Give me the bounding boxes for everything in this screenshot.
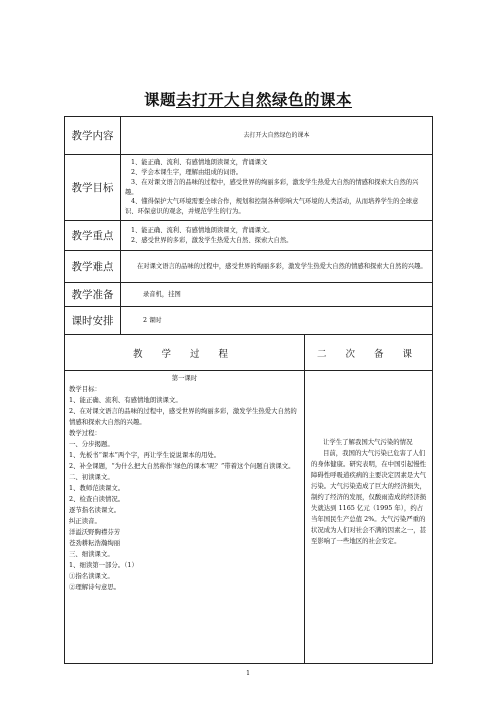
value-prep: 录音机，挂图: [121, 283, 433, 307]
goal-item: 2、学会本课生字，理解由组成的词语。: [131, 169, 243, 176]
process-line: 1、能正确、流利、有感情地朗读课文。: [69, 396, 182, 405]
key-item: 1、能正确、流利、有感情地朗读课文，背诵课文。: [131, 226, 274, 234]
process-line: 洋溢沃野胸襟芬芳: [69, 528, 121, 537]
label-key: 教学重点: [65, 221, 121, 251]
value-schedule: 2 课时: [121, 307, 433, 335]
header-process: 教 学 过 程: [65, 335, 305, 371]
goal-item: 4、懂得保护大气环境需要全球合作，规划和控制各种影响大气环境的人类活动，从而培养学生的全球意识、环保意识的观念，并规范学生的行为。: [125, 198, 419, 215]
row-process-header: [65, 335, 433, 371]
process-line: 教学过程：: [69, 429, 101, 438]
title-main: 去打开大自然绿色的课本: [176, 90, 353, 109]
difficulty-text: 在对课文语言的品味的过程中，感受世界的绚丽多彩，激发学生热爱大自然的情感和探索大自然的兴趣。: [137, 262, 427, 270]
title-prefix: 课题: [143, 90, 176, 109]
process-line: ②理解诗句意思。: [69, 583, 121, 592]
goal-item: 3、在对课文语言的品味的过程中，感受世界的绚丽多彩，激发学生热爱大自然的情感和探索大自然的兴趣。: [125, 178, 419, 196]
notes-line: 目前，我国的大气污染已危害了人们的身体健康。研究表明，在中国引起慢性障碍性呼吸道疾病的主要决定因素是大气污染。大气污染造成了巨大的经济损失，制约了经济的发展，仅酸雨造成的经济损失就达到 1165 亿元（1995 年），约占当年国民生产总值 2%。大气污染严重的状况成为人们对社会不满的因素之一，甚至影响了一些地区的社会安定。: [311, 449, 427, 546]
value-key: [121, 221, 433, 251]
process-content: [65, 371, 305, 664]
lesson-plan-table: [64, 116, 433, 664]
process-line: 一、分步揭题。: [69, 440, 114, 449]
label-prep: 教学准备: [65, 283, 121, 307]
process-line: 第一课时: [171, 374, 198, 382]
process-line: 纠正读音。: [69, 517, 101, 526]
process-line: 1、教师范读课文。: [69, 484, 125, 493]
label-content: 教学内容: [65, 117, 121, 155]
row-difficulty: [65, 251, 433, 283]
row-goals: [65, 155, 433, 221]
page-number: 1: [246, 670, 250, 677]
notes-line: 让学生了解我国大气污染的情况: [323, 438, 413, 446]
process-line: 2、补全课题，“为什么把大自然称作‘绿色的课本’呢？”带着这个问题自读课文。: [69, 462, 295, 471]
page-title: [0, 88, 496, 110]
process-line: 三、细读课文。: [69, 550, 114, 559]
header-second-prep: 二 次 备 课: [305, 335, 433, 371]
label-difficulty: 教学难点: [65, 251, 121, 283]
row-schedule: [65, 307, 433, 335]
process-line: 逐节指名读课文。: [69, 506, 121, 515]
process-line: ①指名读课文。: [69, 572, 114, 581]
second-prep-notes: [305, 371, 433, 664]
process-line: 2、检查自读情况。: [69, 495, 125, 504]
process-line: 教学目标：: [69, 385, 101, 394]
key-item: 2、感受世界的多彩，激发学生热爱大自然、探索大自然。: [131, 236, 293, 244]
row-key: [65, 221, 433, 251]
process-line: 二、初读课文。: [69, 473, 114, 482]
label-schedule: 课时安排: [65, 307, 121, 335]
row-process-body: [65, 371, 433, 664]
process-line: 苍劲耕耘浩瀚绚丽: [69, 539, 121, 548]
process-line: 1、细读第一部分。（1）: [69, 561, 138, 570]
row-prep: [65, 283, 433, 307]
process-line: 2、在对课文语言的品味的过程中，感受世界的绚丽多彩，激发学生热爱大自然的情感和探索大自然的兴趣。: [69, 407, 297, 427]
label-goals: 教学目标: [65, 155, 121, 221]
row-content: [65, 117, 433, 155]
goal-item: 1、能正确、流利、有感情地朗读课文，背诵课文: [131, 159, 268, 167]
value-content: 去打开大自然绿色的课本: [121, 117, 433, 155]
value-difficulty: [121, 251, 433, 283]
process-line: 1、先板书“课本”两个字，再让学生说说课本的用处。: [69, 451, 221, 460]
value-goals: [121, 155, 433, 221]
